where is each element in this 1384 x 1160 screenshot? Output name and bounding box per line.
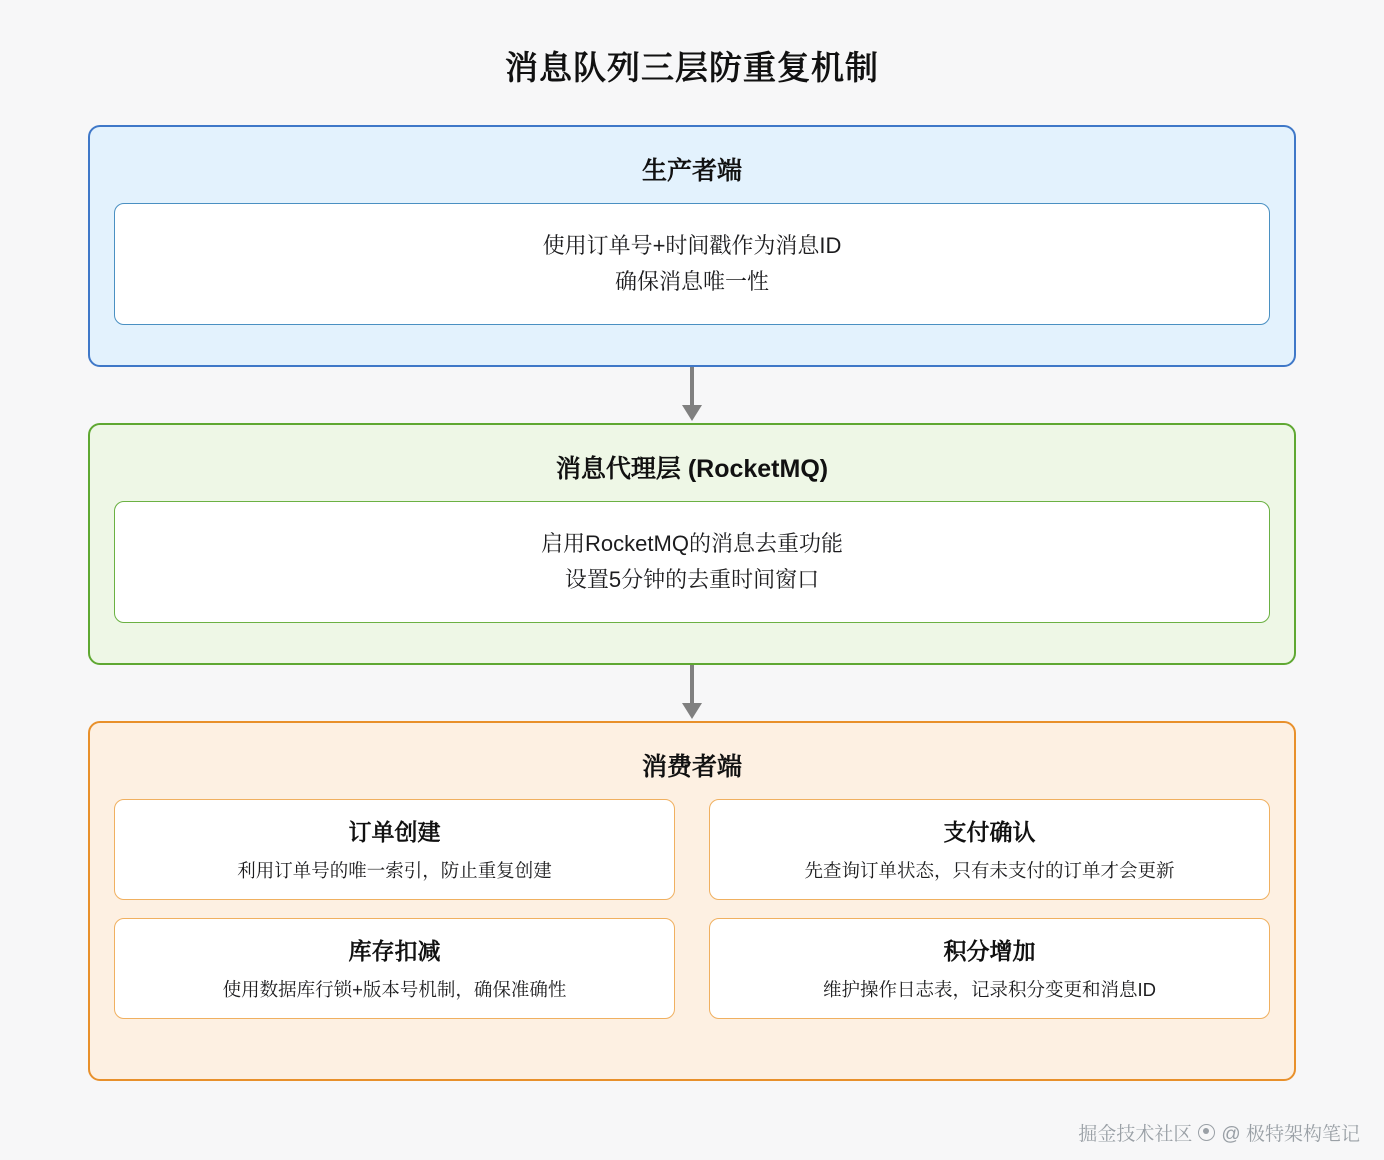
cell-title: 积分增加 xyxy=(943,938,1036,964)
watermark-author: @ 极特架构笔记 xyxy=(1221,1124,1360,1145)
layer-producer xyxy=(88,125,1296,367)
consumer-cell-order-create xyxy=(114,799,675,900)
cell-desc: 先查询订单状态，只有未支付的订单才会更新 xyxy=(804,860,1175,881)
cell-desc: 使用数据库行锁+版本号机制，确保准确性 xyxy=(222,979,567,1000)
layer-producer-title: 生产者端 xyxy=(641,157,742,185)
layer-consumer-title: 消费者端 xyxy=(641,753,742,781)
layer-consumer xyxy=(88,721,1296,1081)
layer-producer-line-2: 确保消息唯一性 xyxy=(614,269,769,294)
watermark xyxy=(1078,1119,1360,1146)
arrow-producer-to-broker xyxy=(88,367,1296,423)
layer-broker-title: 消息代理层 (RocketMQ) xyxy=(555,455,829,483)
cell-desc: 维护操作日志表，记录积分变更和消息ID xyxy=(822,979,1156,1000)
cell-desc: 利用订单号的唯一索引，防止重复创建 xyxy=(237,860,552,881)
consumer-scenario-grid xyxy=(114,799,1270,1019)
page-title: 消息队列三层防重复机制 xyxy=(505,49,879,86)
cell-title: 库存扣减 xyxy=(348,938,441,964)
diagram-canvas xyxy=(88,125,1296,1081)
layer-producer-card xyxy=(114,203,1270,325)
watermark-prefix: 掘金技术社区 xyxy=(1078,1124,1193,1145)
layer-broker-card xyxy=(114,501,1270,623)
cell-title: 订单创建 xyxy=(348,819,441,845)
cell-title: 支付确认 xyxy=(943,819,1036,845)
arrow-broker-to-consumer xyxy=(88,665,1296,721)
layer-broker-line-2: 设置5分钟的去重时间窗口 xyxy=(564,567,820,592)
layer-broker xyxy=(88,423,1296,665)
consumer-cell-stock-deduct xyxy=(114,918,675,1019)
consumer-cell-points-add xyxy=(709,918,1270,1019)
consumer-cell-payment-confirm xyxy=(709,799,1270,900)
layer-producer-line-1: 使用订单号+时间戳作为消息ID xyxy=(542,232,842,258)
layer-broker-line-1: 启用RocketMQ的消息去重功能 xyxy=(541,530,843,556)
watermark-dot-icon xyxy=(1198,1124,1215,1141)
